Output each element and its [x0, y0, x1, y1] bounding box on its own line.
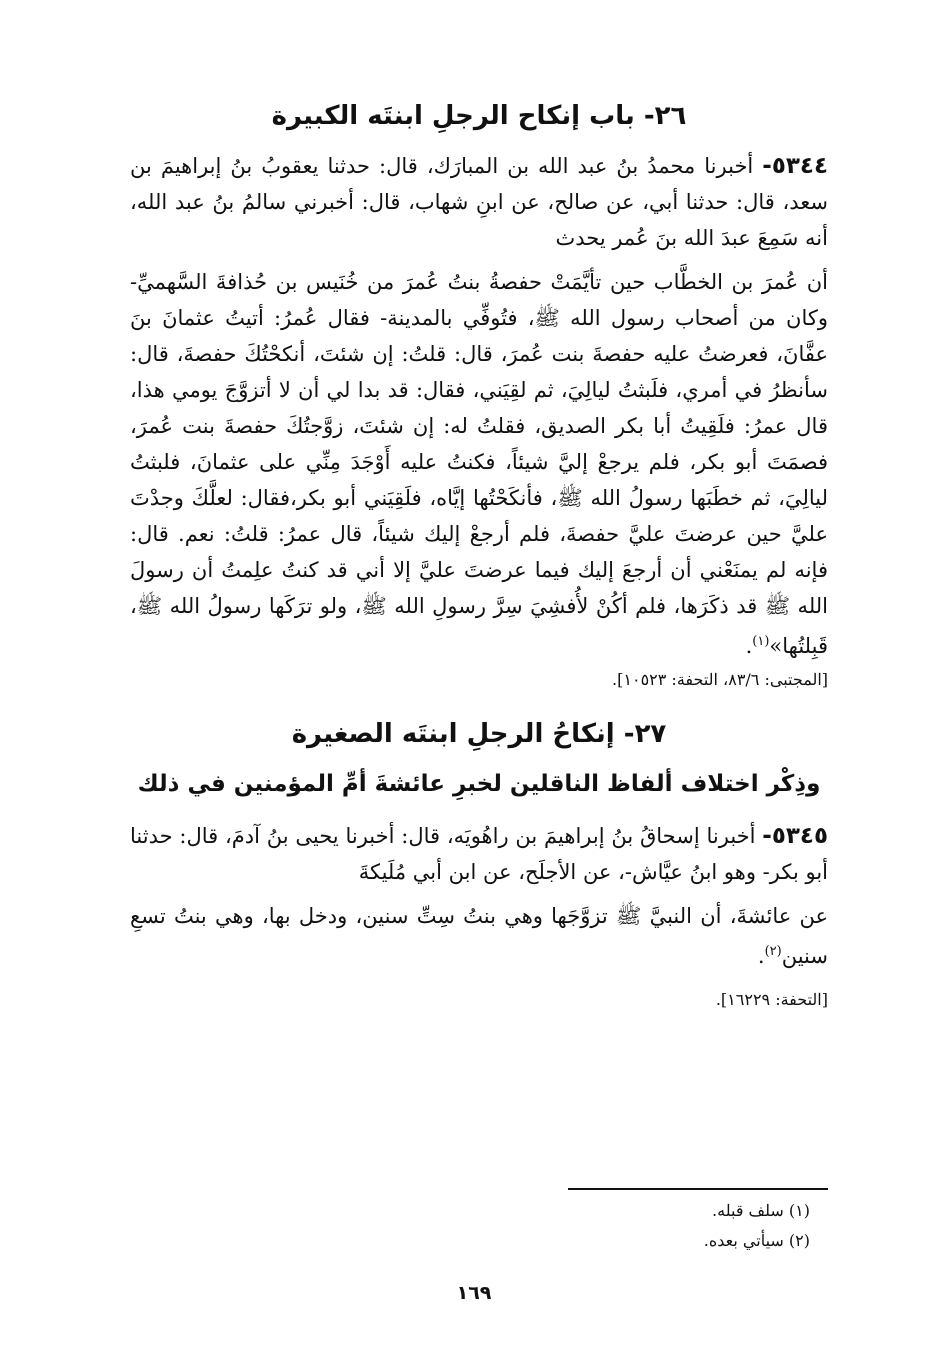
- hadith-5344-isnad: [130, 148, 828, 256]
- page-number: ١٦٩: [456, 1282, 492, 1304]
- footnote-separator: [568, 1188, 828, 1190]
- section-27-title: ٢٧- إنكاحُ الرجلِ ابنتَه الصغيرة: [291, 719, 667, 749]
- hadith-5345-isnad-text: أخبرنا إسحاقُ بنُ إبراهيمَ بن راهُويَه، قال: أخبرنا يحيى بنُ آدمَ، قال: حدثنا أبو بكر- وهو ابنُ عيَّاش-، عن الأجلَح، عن ابن أبي مُلَيكةَ: [130, 824, 828, 884]
- section-27-subtitle: وذِكْر اختلاف ألفاظ الناقلين لخبرِ عائشةَ أمِّ المؤمنين في ذلك: [137, 771, 821, 797]
- footnote-1: (١) سلف قبله.: [712, 1201, 810, 1220]
- footnote-2: (٢) سيأتي بعده.: [703, 1231, 810, 1250]
- hadith-5344-matn-text: أن عُمرَ بن الخطَّاب حين تأيَّمَتْ حفصةُ بنتُ عُمرَ من خُنَيس بن حُذافةَ السَّهميِّ- وكان من أصحاب رسول الله ﷺ، فتُوفِّي بالمدينة- فقال عُمرُ: أتيتُ عثمانَ بنَ عفَّانَ، فعرضتُ عليه حفصةَ بنت عُمرَ، قال: قلتُ: إن شئتَ، أنكحْتُكَ حفصةَ، قال: سأنظرُ في أمري، فلَبثتُ ليالِيَ، ثم لقِيَني، فقال: قد بدا لي أن لا أتزوَّجَ يومي هذا، قال عمرُ: فلَقِيتُ أبا بكر الصديق، فقلتُ له: إن شئتَ، زوَّجتُكَ حفصةَ بنت عُمرَ، فصمَتَ أبو بكر، فلم يرجعْ إليَّ شيئاً، فكنتُ عليه أَوْجَدَ مِنِّي على عثمانَ، فلبثتُ ليالِيَ، ثم خطَبَها رسولُ الله ﷺ، فأنكَحْتُها إيَّاه، فلَقِيَني أبو بكر،فقال: لعلَّكَ وجدْتَ عليَّ حين عرضتَ عليَّ حفصةَ، فلم أرجعْ إليك شيئاً، قال عمرُ: قلتُ: نعم. قال: فإنه لم يمنَعْني أن أرجعَ إليك فيما عرضتَ عليَّ إلا أني قد كنتُ علِمتُ أن رسولَ الله ﷺ قد ذكَرَها، فلم أكُنْ لأُفشِيَ سِرَّ رسولِ الله ﷺ، ولو ترَكَها رسولُ الله ﷺ، قَبِلتُها»: [130, 270, 828, 658]
- hadith-5345-number: ٥٣٤٥-: [762, 823, 828, 849]
- hadith-5344-matn: أن عُمرَ بن الخطَّاب حين تأيَّمَتْ حفصةُ بنتُ عُمرَ من خُنَيس بن حُذافةَ السَّهميِّ- وكان من أصحاب رسول الله ﷺ، فتُوفِّي بالمدينة- فقال عُمرُ: أتيتُ عثمانَ بنَ عفَّانَ، فعرضتُ عليه حفصةَ بنت عُمرَ، قال: قلتُ: إن شئتَ، أنكحْتُكَ حفصةَ، قال: سأنظرُ في أمري، فلَبثتُ ليالِيَ، ثم لقِيَني، فقال: قد بدا لي أن لا أتزوَّجَ يومي هذا، قال عمرُ: فلَقِيتُ أبا بكر الصديق، فقلتُ له: إن شئتَ، زوَّجتُكَ حفصةَ بنت عُمرَ، فصمَتَ أبو بكر، فلم يرجعْ إليَّ شيئاً، فكنتُ عليه أَوْجَدَ مِنِّي على عثمانَ، فلبثتُ ليالِيَ، ثم خطَبَها رسولُ الله ﷺ، فأنكَحْتُها إيَّاه، فلَقِيَني أبو بكر،فقال: لعلَّكَ وجدْتَ عليَّ حين عرضتَ عليَّ حفصةَ، فلم أرجعْ إليك شيئاً، قال عمرُ: قلتُ: نعم. قال: فإنه لم يمنَعْني أن أرجعَ إليك فيما عرضتَ عليَّ إلا أني قد كنتُ علِمتُ أن رسولَ الله ﷺ قد ذكَرَها، فلم أكُنْ لأُفشِيَ سِرَّ رسولِ الله ﷺ، ولو ترَكَها رسولُ الله ﷺ، قَبِلتُها»$^{(١)}$.: [130, 270, 828, 658]
- hadith-5345-matn: عن عائشةَ، أن النبيَّ ﷺ تزوَّجَها وهي بنتُ سِتِّ سنين، ودخل بها، وهي بنتُ تسعِ سنين$^{(٢)}$.: [130, 904, 828, 968]
- main-column: [130, 96, 828, 1012]
- footnotes: [400, 1196, 810, 1256]
- hadith-5344-isnad-text: أخبرنا محمدُ بنُ عبد الله بن المبارَك، قال: حدثنا يعقوبُ بنُ إبراهيمَ بن سعد، قال: حدثنا أبي، عن صالح، عن ابنِ شهاب، قال: أخبرني سالمُ بنُ عبد الله، أنه سَمِعَ عبدَ الله بنَ عُمر يحدث: [130, 154, 828, 250]
- hadith-5344-footnote-marker: (١): [752, 634, 770, 649]
- hadith-5344-number: ٥٣٤٤-: [762, 153, 828, 179]
- hadith-5344-reference: [المجتبى: ٨٣/٦، التحفة: ١٠٥٢٣].: [612, 670, 828, 689]
- hadith-5345-isnad: [130, 818, 828, 890]
- section-26-title: ٢٦- باب إنكاح الرجلِ ابنتَه الكبيرة: [271, 101, 687, 131]
- hadith-5345-matn-text: عن عائشةَ، أن النبيَّ ﷺ تزوَّجَها وهي بنتُ سِتِّ سنين، ودخل بها، وهي بنتُ تسعِ سنين: [130, 904, 828, 968]
- hadith-5345-footnote-marker: (٢): [764, 944, 782, 959]
- hadith-5345-reference: [التحفة: ١٦٢٢٩].: [715, 990, 828, 1009]
